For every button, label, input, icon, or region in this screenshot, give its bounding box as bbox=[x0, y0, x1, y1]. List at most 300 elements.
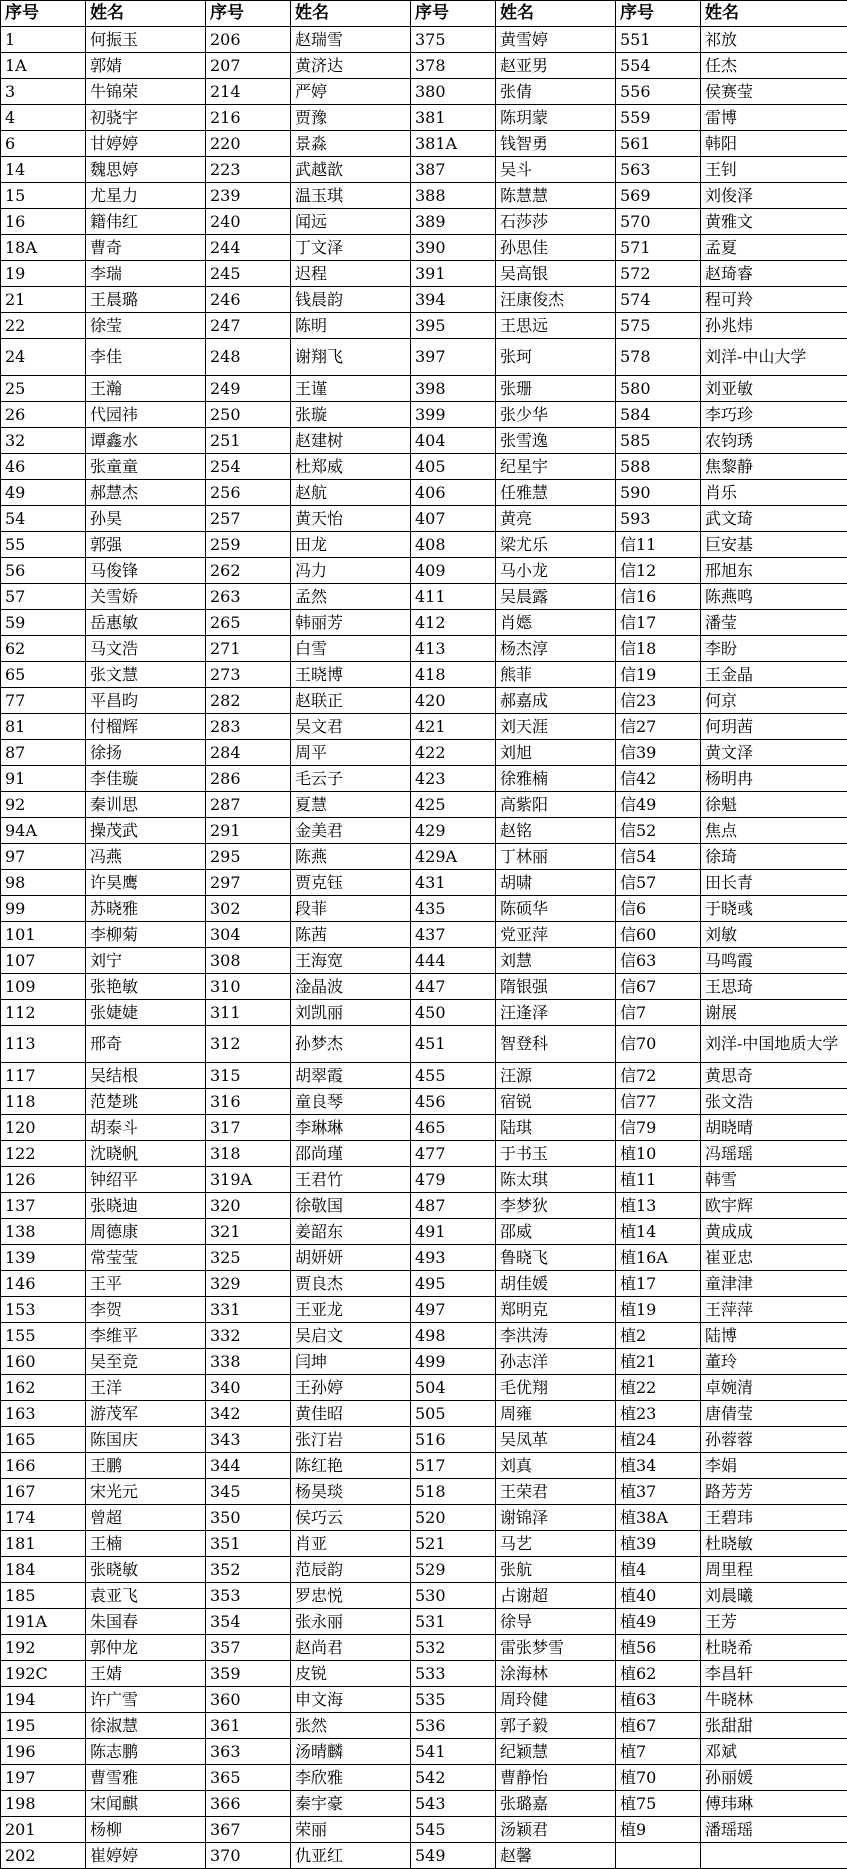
name-cell: 唐倩莹 bbox=[701, 1401, 847, 1427]
name-cell: 汤晴麟 bbox=[291, 1739, 411, 1765]
id-cell: 207 bbox=[206, 53, 291, 79]
id-cell: 92 bbox=[1, 792, 86, 818]
table-row bbox=[1, 1141, 847, 1167]
name-cell: 邵威 bbox=[496, 1219, 616, 1245]
table-row bbox=[1, 1609, 847, 1635]
id-cell: 505 bbox=[411, 1401, 496, 1427]
id-cell: 167 bbox=[1, 1479, 86, 1505]
name-cell: 罗忠悦 bbox=[291, 1583, 411, 1609]
name-cell: 孟然 bbox=[291, 584, 411, 610]
name-cell: 张珂 bbox=[496, 339, 616, 376]
table-row bbox=[1, 1219, 847, 1245]
id-cell: 植2 bbox=[616, 1323, 701, 1349]
name-cell: 皮锐 bbox=[291, 1661, 411, 1687]
id-cell: 338 bbox=[206, 1349, 291, 1375]
id-cell: 287 bbox=[206, 792, 291, 818]
id-cell: 318 bbox=[206, 1141, 291, 1167]
table-row bbox=[1, 209, 847, 235]
name-cell: 邵尚瑾 bbox=[291, 1141, 411, 1167]
id-cell: 信70 bbox=[616, 1026, 701, 1063]
id-cell: 239 bbox=[206, 183, 291, 209]
id-cell: 165 bbox=[1, 1427, 86, 1453]
id-cell: 411 bbox=[411, 584, 496, 610]
id-cell: 590 bbox=[616, 480, 701, 506]
name-cell: 汤颖君 bbox=[496, 1817, 616, 1843]
name-cell: 王金晶 bbox=[701, 662, 847, 688]
id-cell: 381 bbox=[411, 105, 496, 131]
table-row bbox=[1, 1635, 847, 1661]
id-cell: 390 bbox=[411, 235, 496, 261]
id-cell: 91 bbox=[1, 766, 86, 792]
name-cell: 周平 bbox=[291, 740, 411, 766]
table-row bbox=[1, 818, 847, 844]
id-cell: 344 bbox=[206, 1453, 291, 1479]
id-cell: 248 bbox=[206, 339, 291, 376]
name-cell: 赵亚男 bbox=[496, 53, 616, 79]
name-cell: 焦黎静 bbox=[701, 454, 847, 480]
id-cell: 265 bbox=[206, 610, 291, 636]
name-cell: 郝嘉成 bbox=[496, 688, 616, 714]
name-cell: 张倩 bbox=[496, 79, 616, 105]
id-cell: 405 bbox=[411, 454, 496, 480]
id-cell: 518 bbox=[411, 1479, 496, 1505]
name-cell: 肖乐 bbox=[701, 480, 847, 506]
id-cell: 192 bbox=[1, 1635, 86, 1661]
name-cell: 于晓彧 bbox=[701, 896, 847, 922]
header-cell: 姓名 bbox=[496, 1, 616, 27]
name-cell: 王萍萍 bbox=[701, 1297, 847, 1323]
name-cell: 赵馨 bbox=[496, 1843, 616, 1869]
id-cell: 62 bbox=[1, 636, 86, 662]
id-cell: 信72 bbox=[616, 1063, 701, 1089]
id-cell: 394 bbox=[411, 287, 496, 313]
name-cell: 肖嫕 bbox=[496, 610, 616, 636]
id-cell: 信63 bbox=[616, 948, 701, 974]
name-cell: 熊菲 bbox=[496, 662, 616, 688]
id-cell: 499 bbox=[411, 1349, 496, 1375]
id-cell: 181 bbox=[1, 1531, 86, 1557]
name-cell: 汪康俊杰 bbox=[496, 287, 616, 313]
name-cell: 马艺 bbox=[496, 1531, 616, 1557]
roster-body bbox=[1, 27, 847, 1869]
id-cell: 412 bbox=[411, 610, 496, 636]
name-cell: 荣丽 bbox=[291, 1817, 411, 1843]
name-cell: 田龙 bbox=[291, 532, 411, 558]
name-cell: 杜晓敏 bbox=[701, 1531, 847, 1557]
id-cell: 273 bbox=[206, 662, 291, 688]
id-cell: 植37 bbox=[616, 1479, 701, 1505]
name-cell: 陆博 bbox=[701, 1323, 847, 1349]
id-cell: 407 bbox=[411, 506, 496, 532]
id-cell: 397 bbox=[411, 339, 496, 376]
id-cell: 329 bbox=[206, 1271, 291, 1297]
id-cell: 197 bbox=[1, 1765, 86, 1791]
table-row bbox=[1, 1375, 847, 1401]
name-cell: 王亚龙 bbox=[291, 1297, 411, 1323]
table-row bbox=[1, 948, 847, 974]
id-cell: 160 bbox=[1, 1349, 86, 1375]
table-row bbox=[1, 1401, 847, 1427]
id-cell: 404 bbox=[411, 428, 496, 454]
table-row bbox=[1, 896, 847, 922]
id-cell: 561 bbox=[616, 131, 701, 157]
name-cell: 谢展 bbox=[701, 1000, 847, 1026]
id-cell: 357 bbox=[206, 1635, 291, 1661]
id-cell: 植14 bbox=[616, 1219, 701, 1245]
id-cell: 429A bbox=[411, 844, 496, 870]
name-cell: 仇亚红 bbox=[291, 1843, 411, 1869]
id-cell: 367 bbox=[206, 1817, 291, 1843]
id-cell: 植70 bbox=[616, 1765, 701, 1791]
id-cell: 19 bbox=[1, 261, 86, 287]
name-cell: 王瀚 bbox=[86, 376, 206, 402]
id-cell: 420 bbox=[411, 688, 496, 714]
name-cell: 张然 bbox=[291, 1713, 411, 1739]
id-cell: 302 bbox=[206, 896, 291, 922]
name-cell: 贾克钰 bbox=[291, 870, 411, 896]
name-cell: 李洪涛 bbox=[496, 1323, 616, 1349]
name-cell: 朱国春 bbox=[86, 1609, 206, 1635]
id-cell: 112 bbox=[1, 1000, 86, 1026]
name-cell: 张甜甜 bbox=[701, 1713, 847, 1739]
id-cell: 信17 bbox=[616, 610, 701, 636]
name-cell: 籍伟红 bbox=[86, 209, 206, 235]
name-cell: 张永丽 bbox=[291, 1609, 411, 1635]
id-cell: 569 bbox=[616, 183, 701, 209]
name-cell: 王婧 bbox=[86, 1661, 206, 1687]
table-row bbox=[1, 766, 847, 792]
id-cell: 256 bbox=[206, 480, 291, 506]
id-cell: 532 bbox=[411, 1635, 496, 1661]
name-cell: 甘婷婷 bbox=[86, 131, 206, 157]
table-row bbox=[1, 662, 847, 688]
id-cell: 495 bbox=[411, 1271, 496, 1297]
name-cell: 陈志鹏 bbox=[86, 1739, 206, 1765]
name-cell: 谢翔飞 bbox=[291, 339, 411, 376]
id-cell: 信19 bbox=[616, 662, 701, 688]
name-cell: 苏晓雅 bbox=[86, 896, 206, 922]
id-cell: 46 bbox=[1, 454, 86, 480]
id-cell: 植4 bbox=[616, 1557, 701, 1583]
name-cell: 童津津 bbox=[701, 1271, 847, 1297]
name-cell: 张婕婕 bbox=[86, 1000, 206, 1026]
name-cell: 胡翠霞 bbox=[291, 1063, 411, 1089]
id-cell: 206 bbox=[206, 27, 291, 53]
table-row bbox=[1, 532, 847, 558]
id-cell: 6 bbox=[1, 131, 86, 157]
id-cell: 360 bbox=[206, 1687, 291, 1713]
id-cell: 263 bbox=[206, 584, 291, 610]
header-cell: 序号 bbox=[411, 1, 496, 27]
id-cell: 植11 bbox=[616, 1167, 701, 1193]
name-cell: 淦晶波 bbox=[291, 974, 411, 1000]
name-cell: 丁文泽 bbox=[291, 235, 411, 261]
id-cell: 437 bbox=[411, 922, 496, 948]
name-cell: 赵建树 bbox=[291, 428, 411, 454]
name-cell: 刘晨曦 bbox=[701, 1583, 847, 1609]
name-cell: 代园祎 bbox=[86, 402, 206, 428]
name-cell: 徐导 bbox=[496, 1609, 616, 1635]
name-cell: 王碧玮 bbox=[701, 1505, 847, 1531]
id-cell: 信77 bbox=[616, 1089, 701, 1115]
table-row bbox=[1, 339, 847, 376]
name-cell: 孟夏 bbox=[701, 235, 847, 261]
id-cell: 49 bbox=[1, 480, 86, 506]
name-cell: 纪颖慧 bbox=[496, 1739, 616, 1765]
name-cell: 陈国庆 bbox=[86, 1427, 206, 1453]
id-cell: 345 bbox=[206, 1479, 291, 1505]
id-cell: 282 bbox=[206, 688, 291, 714]
id-cell: 271 bbox=[206, 636, 291, 662]
table-row bbox=[1, 1661, 847, 1687]
id-cell: 444 bbox=[411, 948, 496, 974]
table-row bbox=[1, 610, 847, 636]
id-cell: 418 bbox=[411, 662, 496, 688]
id-cell: 493 bbox=[411, 1245, 496, 1271]
id-cell: 81 bbox=[1, 714, 86, 740]
id-cell: 223 bbox=[206, 157, 291, 183]
id-cell bbox=[616, 1843, 701, 1869]
id-cell: 316 bbox=[206, 1089, 291, 1115]
name-cell: 徐雅楠 bbox=[496, 766, 616, 792]
name-cell: 袁亚飞 bbox=[86, 1583, 206, 1609]
id-cell: 249 bbox=[206, 376, 291, 402]
id-cell: 118 bbox=[1, 1089, 86, 1115]
id-cell: 信16 bbox=[616, 584, 701, 610]
id-cell: 295 bbox=[206, 844, 291, 870]
table-row bbox=[1, 1531, 847, 1557]
name-cell: 尤星力 bbox=[86, 183, 206, 209]
id-cell: 信67 bbox=[616, 974, 701, 1000]
id-cell: 18A bbox=[1, 235, 86, 261]
name-cell: 平昌昀 bbox=[86, 688, 206, 714]
name-cell: 申文海 bbox=[291, 1687, 411, 1713]
name-cell: 任雅慧 bbox=[496, 480, 616, 506]
id-cell: 55 bbox=[1, 532, 86, 558]
id-cell: 信23 bbox=[616, 688, 701, 714]
id-cell: 529 bbox=[411, 1557, 496, 1583]
id-cell: 59 bbox=[1, 610, 86, 636]
id-cell: 254 bbox=[206, 454, 291, 480]
id-cell: 343 bbox=[206, 1427, 291, 1453]
name-cell: 冯燕 bbox=[86, 844, 206, 870]
name-cell: 张航 bbox=[496, 1557, 616, 1583]
id-cell: 信57 bbox=[616, 870, 701, 896]
id-cell: 361 bbox=[206, 1713, 291, 1739]
id-cell: 15 bbox=[1, 183, 86, 209]
name-cell: 刘亚敏 bbox=[701, 376, 847, 402]
id-cell: 423 bbox=[411, 766, 496, 792]
id-cell: 312 bbox=[206, 1026, 291, 1063]
id-cell: 250 bbox=[206, 402, 291, 428]
name-cell: 黄雪婷 bbox=[496, 27, 616, 53]
id-cell: 196 bbox=[1, 1739, 86, 1765]
name-cell: 刘俊泽 bbox=[701, 183, 847, 209]
name-cell: 巨安基 bbox=[701, 532, 847, 558]
id-cell: 422 bbox=[411, 740, 496, 766]
table-row bbox=[1, 376, 847, 402]
id-cell: 319A bbox=[206, 1167, 291, 1193]
id-cell: 251 bbox=[206, 428, 291, 454]
id-cell: 信11 bbox=[616, 532, 701, 558]
name-cell: 孙思佳 bbox=[496, 235, 616, 261]
table-row bbox=[1, 922, 847, 948]
id-cell: 16 bbox=[1, 209, 86, 235]
table-row bbox=[1, 584, 847, 610]
id-cell: 556 bbox=[616, 79, 701, 105]
name-cell: 王楠 bbox=[86, 1531, 206, 1557]
name-cell: 许昊鹰 bbox=[86, 870, 206, 896]
name-cell: 董玲 bbox=[701, 1349, 847, 1375]
name-cell: 范楚珧 bbox=[86, 1089, 206, 1115]
id-cell: 543 bbox=[411, 1791, 496, 1817]
id-cell: 421 bbox=[411, 714, 496, 740]
id-cell: 332 bbox=[206, 1323, 291, 1349]
name-cell: 刘凯丽 bbox=[291, 1000, 411, 1026]
table-row bbox=[1, 558, 847, 584]
name-cell: 周玲健 bbox=[496, 1687, 616, 1713]
name-cell: 谢锦泽 bbox=[496, 1505, 616, 1531]
name-cell: 曾超 bbox=[86, 1505, 206, 1531]
id-cell: 植9 bbox=[616, 1817, 701, 1843]
id-cell: 246 bbox=[206, 287, 291, 313]
id-cell: 331 bbox=[206, 1297, 291, 1323]
name-cell: 任杰 bbox=[701, 53, 847, 79]
name-cell: 陆琪 bbox=[496, 1115, 616, 1141]
id-cell: 291 bbox=[206, 818, 291, 844]
name-cell: 马文浩 bbox=[86, 636, 206, 662]
id-cell: 植67 bbox=[616, 1713, 701, 1739]
name-cell: 黄雅文 bbox=[701, 209, 847, 235]
name-cell: 景淼 bbox=[291, 131, 411, 157]
table-row bbox=[1, 792, 847, 818]
name-cell: 王平 bbox=[86, 1271, 206, 1297]
table-row bbox=[1, 480, 847, 506]
table-row bbox=[1, 1000, 847, 1026]
id-cell: 信79 bbox=[616, 1115, 701, 1141]
id-cell: 植34 bbox=[616, 1453, 701, 1479]
id-cell: 387 bbox=[411, 157, 496, 183]
name-cell: 冯瑶瑶 bbox=[701, 1141, 847, 1167]
name-cell: 祁放 bbox=[701, 27, 847, 53]
header-row bbox=[1, 1, 847, 27]
name-cell: 李瑞 bbox=[86, 261, 206, 287]
name-cell: 农钧琇 bbox=[701, 428, 847, 454]
name-cell: 张璇 bbox=[291, 402, 411, 428]
id-cell: 植38A bbox=[616, 1505, 701, 1531]
id-cell: 植16A bbox=[616, 1245, 701, 1271]
name-cell: 占谢超 bbox=[496, 1583, 616, 1609]
id-cell: 479 bbox=[411, 1167, 496, 1193]
table-row bbox=[1, 53, 847, 79]
id-cell: 542 bbox=[411, 1765, 496, 1791]
id-cell: 559 bbox=[616, 105, 701, 131]
id-cell: 191A bbox=[1, 1609, 86, 1635]
name-cell: 赵铭 bbox=[496, 818, 616, 844]
id-cell: 247 bbox=[206, 313, 291, 339]
table-row bbox=[1, 1245, 847, 1271]
table-row bbox=[1, 870, 847, 896]
id-cell: 155 bbox=[1, 1323, 86, 1349]
name-cell: 傅玮琳 bbox=[701, 1791, 847, 1817]
name-cell: 胡妍妍 bbox=[291, 1245, 411, 1271]
name-cell: 王荣君 bbox=[496, 1479, 616, 1505]
id-cell: 571 bbox=[616, 235, 701, 261]
id-cell: 137 bbox=[1, 1193, 86, 1219]
table-row bbox=[1, 157, 847, 183]
name-cell: 潘瑶瑶 bbox=[701, 1817, 847, 1843]
id-cell: 126 bbox=[1, 1167, 86, 1193]
id-cell: 87 bbox=[1, 740, 86, 766]
name-cell: 赵瑞雪 bbox=[291, 27, 411, 53]
name-cell: 郭仲龙 bbox=[86, 1635, 206, 1661]
id-cell: 395 bbox=[411, 313, 496, 339]
id-cell: 240 bbox=[206, 209, 291, 235]
name-cell: 杨昊琰 bbox=[291, 1479, 411, 1505]
table-row bbox=[1, 1026, 847, 1063]
name-cell: 何玥茜 bbox=[701, 714, 847, 740]
name-cell: 潘莹 bbox=[701, 610, 847, 636]
id-cell: 97 bbox=[1, 844, 86, 870]
id-cell: 139 bbox=[1, 1245, 86, 1271]
id-cell: 325 bbox=[206, 1245, 291, 1271]
header-cell: 序号 bbox=[1, 1, 86, 27]
name-cell: 牛晓林 bbox=[701, 1687, 847, 1713]
table-row bbox=[1, 313, 847, 339]
id-cell: 94A bbox=[1, 818, 86, 844]
table-row bbox=[1, 740, 847, 766]
id-cell: 1A bbox=[1, 53, 86, 79]
id-cell: 530 bbox=[411, 1583, 496, 1609]
name-cell: 郭婧 bbox=[86, 53, 206, 79]
name-cell: 沈晓帆 bbox=[86, 1141, 206, 1167]
id-cell: 536 bbox=[411, 1713, 496, 1739]
id-cell: 381A bbox=[411, 131, 496, 157]
header-cell: 姓名 bbox=[86, 1, 206, 27]
name-cell: 王晓博 bbox=[291, 662, 411, 688]
name-cell: 张雪逸 bbox=[496, 428, 616, 454]
name-cell: 李佳璇 bbox=[86, 766, 206, 792]
id-cell: 163 bbox=[1, 1401, 86, 1427]
id-cell: 321 bbox=[206, 1219, 291, 1245]
name-cell: 何京 bbox=[701, 688, 847, 714]
id-cell: 352 bbox=[206, 1557, 291, 1583]
name-cell: 邓斌 bbox=[701, 1739, 847, 1765]
name-cell: 孙昊 bbox=[86, 506, 206, 532]
name-cell: 陈红艳 bbox=[291, 1453, 411, 1479]
id-cell: 531 bbox=[411, 1609, 496, 1635]
id-cell: 340 bbox=[206, 1375, 291, 1401]
table-row bbox=[1, 402, 847, 428]
id-cell: 391 bbox=[411, 261, 496, 287]
id-cell: 409 bbox=[411, 558, 496, 584]
id-cell: 201 bbox=[1, 1817, 86, 1843]
id-cell: 389 bbox=[411, 209, 496, 235]
name-cell: 周雍 bbox=[496, 1401, 616, 1427]
name-cell: 宿锐 bbox=[496, 1089, 616, 1115]
name-cell: 孙蓉蓉 bbox=[701, 1427, 847, 1453]
name-cell: 王鹏 bbox=[86, 1453, 206, 1479]
name-cell: 梁尤乐 bbox=[496, 532, 616, 558]
table-row bbox=[1, 1323, 847, 1349]
id-cell: 578 bbox=[616, 339, 701, 376]
name-cell: 黄济达 bbox=[291, 53, 411, 79]
name-cell: 严婷 bbox=[291, 79, 411, 105]
table-row bbox=[1, 1713, 847, 1739]
id-cell: 26 bbox=[1, 402, 86, 428]
table-row bbox=[1, 506, 847, 532]
id-cell: 304 bbox=[206, 922, 291, 948]
